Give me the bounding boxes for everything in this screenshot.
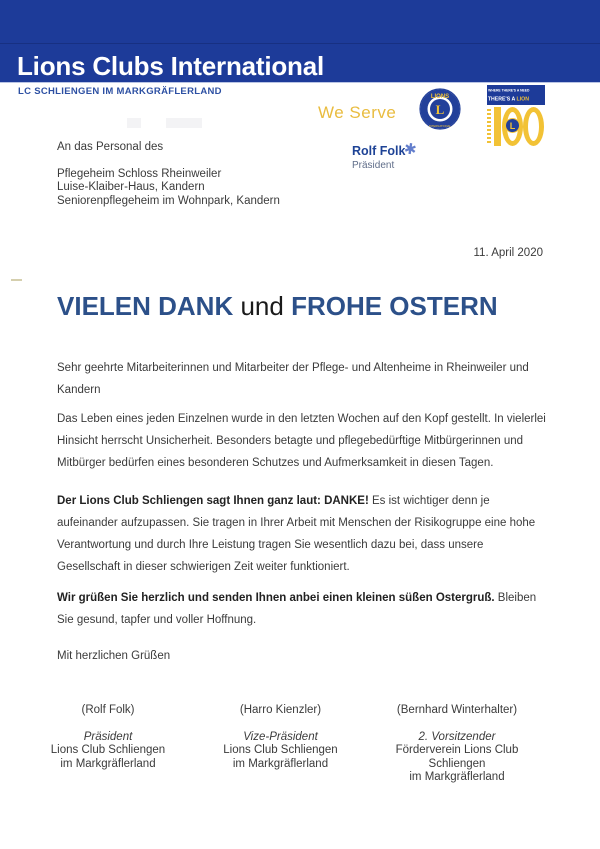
recipient-address-block (57, 168, 280, 208)
headline-part3: FROHE OSTERN (291, 291, 498, 321)
body-paragraph-2-bold: Der Lions Club Schliengen sagt Ihnen ganz laut: DANKE! (57, 495, 369, 507)
centennial-line1: WHERE THERE'S A NEED (488, 88, 530, 93)
header-band-edge (0, 82, 600, 83)
redacted-area (127, 118, 141, 128)
body-paragraph-3-bold: Wir grüßen Sie herzlich und senden Ihnen anbei einen kleinen süßen Ostergruß. (57, 592, 495, 604)
president-role: Präsident (352, 160, 395, 171)
recipient-line: Luise-Klaiber-Haus, Kandern (57, 181, 205, 194)
recipient-intro-line: An das Personal des (57, 141, 164, 153)
letter-headline (57, 291, 498, 322)
centennial-mini-emblem-icon: L (505, 118, 520, 133)
signature-name: (Bernhard Winterhalter) (396, 704, 518, 716)
redacted-area (166, 118, 202, 128)
recipient-line: Seniorenpflegeheim im Wohnpark, Kandern (57, 194, 280, 207)
signature-name: (Rolf Folk) (81, 704, 135, 716)
president-name: Rolf Folk (352, 144, 406, 158)
header-band-seam (0, 43, 600, 44)
fold-mark (11, 279, 22, 281)
headline-part2: und (233, 291, 292, 321)
centennial-logo (487, 85, 545, 149)
lions-international-emblem-icon (417, 85, 463, 133)
signature-org-line: Schliengen (428, 757, 486, 770)
signature-role: Präsident (83, 731, 133, 744)
motto-text: We Serve (318, 103, 397, 122)
body-paragraph-2-rest: Es ist wichtiger denn je aufeinander aufzupassen. Sie tragen in Ihrer Arbeit mit Menschen der Risikogruppe eine hohe Verantwortung und durch Ihre Leistung tragen Sie wesentlich dazu bei, dass unsere Gesellschaft in dieser schwierigen Zeit weiter funktioniert. (57, 495, 536, 573)
body-paragraph-3 (57, 587, 546, 631)
signature-block-vice-president (203, 704, 358, 771)
body-paragraph-2 (57, 490, 546, 578)
headline-part1: VIELEN DANK (57, 291, 234, 321)
centennial-digit-0 (523, 107, 544, 146)
recipient-line: Pflegeheim Schloss Rheinweiler (57, 168, 222, 180)
signature-org-line: im Markgräflerland (60, 757, 156, 770)
signature-org-line: Lions Club Schliengen (50, 744, 166, 757)
centennial-side-text-strip (487, 109, 491, 143)
pen-mark-star-icon: ✱ (402, 140, 418, 159)
body-paragraph-1: Das Leben eines jeden Einzelnen wurde in den letzten Wochen auf den Kopf gestellt. In vielerlei Hinsicht herrscht Unsicherheit. Besonders betagte und pflegebedürftige Mitbürgerinnen und Mitbürger bedürfen eines besonderen Schutzes und Aufmerksamkeit in diesen Tagen. (57, 413, 546, 469)
signature-block-chairman (372, 704, 542, 784)
centennial-digit-1 (494, 107, 501, 146)
signature-org-line: Förderverein Lions Club (395, 744, 519, 757)
masthead-title: Lions Clubs International (17, 51, 325, 81)
signature-block-president (38, 704, 178, 771)
signature-org-line: Lions Club Schliengen (223, 744, 338, 757)
body-paragraph-3-rest: Bleiben Sie gesund, tapfer und voller Hoffnung. (57, 592, 537, 626)
emblem-center-letter: L (435, 102, 445, 117)
salutation-paragraph: Sehr geehrte Mitarbeiterinnen und Mitarbeiter der Pflege- und Altenheime in Rheinweiler und Kandern (57, 362, 529, 396)
signature-role: Vize-Präsident (243, 731, 318, 744)
letter-date: 11. April 2020 (473, 247, 543, 259)
emblem-bottom-text: INTERNATIONAL (428, 124, 452, 128)
signature-name: (Harro Kienzler) (239, 704, 322, 716)
signature-org-line: im Markgräflerland (409, 770, 505, 783)
emblem-top-text: LIONS (430, 94, 450, 100)
club-name-line: LC SCHLIENGEN IM MARKGRÄFLERLAND (18, 86, 222, 97)
signature-role: 2. Vorsitzender (418, 731, 496, 744)
centennial-100-mark (487, 106, 545, 148)
centennial-banner (487, 85, 545, 105)
closing-line: Mit herzlichen Grüßen (57, 650, 171, 662)
signature-org-line: im Markgräflerland (232, 757, 329, 770)
centennial-line2: THERE'S A LION (487, 95, 530, 102)
